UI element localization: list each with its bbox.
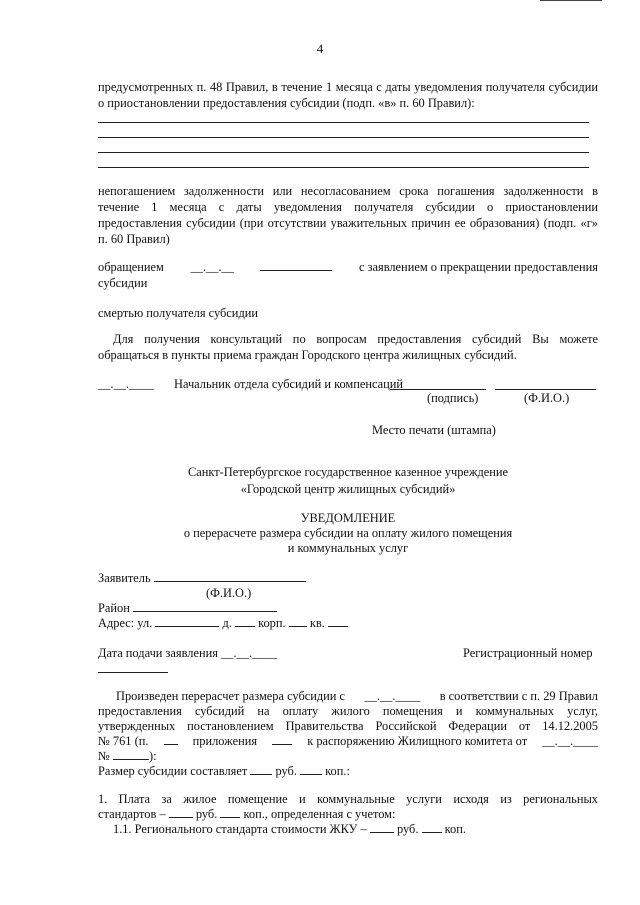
standards-rub-label: руб. (195, 807, 218, 821)
recalc-line1 (116, 688, 598, 704)
order-number-close: ): (148, 749, 157, 763)
recalc-law-number: № 761 (п. (98, 734, 149, 748)
notice-subtitle-line2: и коммунальных услуг (287, 541, 409, 555)
org-name-line1: Санкт-Петербургское государственное казенное учреждение (187, 465, 509, 479)
district-blank (133, 600, 277, 612)
applicant-label: Заявитель (98, 571, 151, 585)
item1-1-label: 1.1. Регионального стандарта стоимости ЖКУ – (113, 822, 367, 836)
street-blank (155, 615, 219, 627)
item1-1-kop-label: коп. (444, 822, 466, 836)
notice-subtitle-line1: о перерасчете размера субсидии на оплату жилого помещения (183, 526, 513, 540)
stamp-place: Место печати (штампа) (372, 423, 496, 437)
item1-1-line (113, 821, 466, 837)
point-blank (164, 733, 178, 745)
order-number-blank (113, 748, 149, 760)
paragraph-suspension-reason: предусмотренных п. 48 Правил, в течение 1 месяца с даты уведомления получателя субсидии о приостановлении предоставления субсидии (подп. «в» п. 60 Правил): (98, 80, 598, 110)
recalc-line2: предоставления субсидий на оплату жилого помещения и коммунальных услуг, (98, 704, 598, 718)
fill-line-2 (98, 137, 589, 138)
corp-blank (289, 615, 307, 627)
recalc-line5 (98, 748, 157, 764)
standards-rub-blank (169, 806, 193, 818)
org-name-line2: «Городской центр жилищных субсидий» (240, 482, 456, 496)
apt-label: кв. (309, 616, 325, 630)
reg-number-label: Регистрационный номер (463, 646, 593, 660)
appendix-blank (272, 733, 292, 745)
fio-caption: (Ф.И.О.) (524, 391, 570, 405)
item1-1-rub-label: руб. (396, 822, 419, 836)
corp-label: корп. (258, 616, 286, 630)
application-text: с заявлением о прекращении предоставления (359, 260, 598, 274)
applicant-blank (154, 570, 306, 582)
subsidy-size-row (98, 763, 350, 779)
size-rub-blank (250, 763, 272, 775)
recalc-line3: утвержденных постановлением Правительства Российской Федерации от 14.12.2005 (98, 719, 598, 733)
item1-line2 (98, 806, 395, 822)
item1-1-kop-blank (422, 821, 442, 833)
signature-caption: (подпись) (427, 391, 479, 405)
size-kop-blank (300, 763, 322, 775)
fill-line-4 (98, 167, 589, 168)
corner-mark (540, 0, 602, 1)
recalc-date: __.__.____ (364, 689, 421, 703)
order-date: __.__.____ (542, 734, 598, 748)
recalc-text-b: в соответствии с п. 29 Правил (439, 689, 598, 703)
application-date-label: Дата подачи заявления (98, 646, 218, 660)
paragraph-application-line (98, 259, 598, 275)
fill-line-1 (98, 122, 589, 123)
order-number-label: № (98, 749, 110, 763)
page-number: 4 (316, 41, 324, 56)
sign-date: __.__.____ (98, 377, 154, 391)
notice-title: УВЕДОМЛЕНИЕ (300, 511, 396, 525)
applicant-row (98, 570, 306, 586)
address-row (98, 615, 348, 631)
recalc-text-a: Произведен перерасчет размера субсидии с (116, 689, 346, 703)
sign-title: Начальник отдела субсидий и компенсаций (174, 377, 404, 391)
order-label: к распоряжению Жилищного комитета от (307, 734, 528, 748)
item1-1-rub-blank (370, 821, 394, 833)
applicant-fio-caption: (Ф.И.О.) (206, 586, 252, 600)
standards-label: стандартов – (98, 807, 166, 821)
application-date-row (98, 645, 277, 661)
house-blank (235, 615, 255, 627)
house-label: д. (222, 616, 232, 630)
standards-kop-label: коп., определенная с учетом: (243, 807, 396, 821)
paragraph-debt-reason: непогашением задолженности или несогласованием срока погашения задолженности в течение 1 месяца с даты уведомления получателя субсидии о приостановлении предоставления субсидии (при отсутствии уважительных причин ее образования) (подп. «г» п. 60 Правил) (98, 184, 598, 246)
application-date: __.__.__ (190, 260, 234, 274)
apt-blank (328, 615, 348, 627)
address-label: Адрес: ул. (98, 616, 153, 630)
size-rub-label: руб. (275, 764, 297, 778)
paragraph-consultation: Для получения консультаций по вопросам предоставления субсидий Вы можете обращаться в пункты приема граждан Городского центра жилищных субсидий. (98, 332, 598, 362)
subsidy-size-label: Размер субсидии составляет (98, 764, 248, 778)
application-date-value: __.__.____ (221, 646, 277, 660)
paragraph-death: смертью получателя субсидии (98, 306, 259, 320)
appendix-label: приложения (192, 734, 258, 748)
reg-number-line (98, 672, 168, 673)
item1-line1: 1. Плата за жилое помещение и коммунальные услуги исходя из региональных (98, 792, 598, 806)
fill-line-3 (98, 152, 589, 153)
application-end: субсидии (98, 276, 148, 290)
application-number-blank (260, 259, 332, 271)
district-row (98, 600, 277, 616)
recalc-line4 (98, 733, 598, 749)
district-label: Район (98, 601, 130, 615)
size-kop-label: коп.: (325, 764, 350, 778)
application-word: обращением (98, 260, 164, 274)
standards-kop-blank (220, 806, 240, 818)
